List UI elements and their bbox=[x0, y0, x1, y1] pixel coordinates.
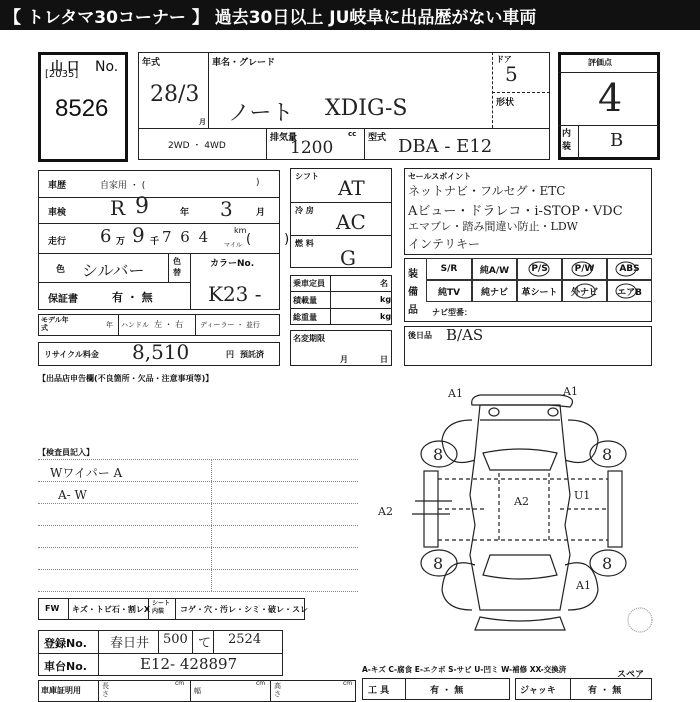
equipment-item: 純A/W bbox=[472, 258, 517, 280]
jack-label: ジャッキ bbox=[520, 686, 556, 696]
jack-value: 有 ・ 無 bbox=[588, 686, 622, 696]
drive-option: 2WD ・ 4WD bbox=[168, 141, 226, 151]
shift-value: AT bbox=[338, 176, 365, 200]
spare-label: スペア bbox=[617, 670, 645, 680]
capacity-unit: 名 bbox=[380, 279, 388, 288]
venue-label: 山 口 bbox=[51, 59, 80, 73]
weight-unit: kg bbox=[380, 312, 392, 321]
ac-value: AC bbox=[336, 210, 366, 234]
inspection-month: 3 bbox=[220, 197, 233, 221]
no-label: No. bbox=[95, 59, 119, 75]
yen-label: 円 bbox=[226, 350, 234, 359]
tire-tread: 8 bbox=[602, 554, 613, 573]
displacement-label: 排気量 bbox=[270, 133, 298, 143]
sales-point-line: エマブレ・踏み間違い防止・LDW bbox=[408, 220, 578, 233]
cm-unit: cm bbox=[343, 680, 353, 687]
history-value: 自家用 ・ ( bbox=[100, 181, 146, 191]
seat-label: シート内装 bbox=[152, 600, 171, 615]
displacement-value: 1200 bbox=[290, 138, 334, 158]
man-unit: 万 bbox=[116, 237, 126, 247]
shift-label: シフト bbox=[295, 172, 319, 181]
cc-label: cc bbox=[348, 130, 357, 138]
warranty-label: 保証書 bbox=[48, 294, 78, 305]
history-close: ) bbox=[256, 178, 260, 188]
month-unit: 月 bbox=[256, 208, 266, 218]
deposited-label: 預託済 bbox=[240, 350, 264, 359]
equipment-item: エアB bbox=[607, 280, 652, 302]
venue-code: [2035] bbox=[45, 69, 79, 80]
door-label: ドア bbox=[496, 55, 512, 64]
cm-unit: cm bbox=[175, 680, 185, 687]
damage-legend: A-キズ C-腐食 E-エクボ S-サビ U-凹ミ W-補修 XX-交換済 bbox=[362, 665, 567, 674]
registration-label: 登録No. bbox=[44, 637, 87, 650]
color-change-label: 色替 bbox=[173, 257, 181, 277]
later-value: B/AS bbox=[446, 326, 484, 344]
model-value: DBA - E12 bbox=[398, 136, 493, 157]
interior-label: 内装 bbox=[562, 129, 572, 152]
name-change-day: 日 bbox=[380, 355, 388, 364]
length-label: 長さ bbox=[102, 682, 109, 698]
equipment-item: 純ナビ bbox=[472, 280, 517, 302]
color-value: シルバー bbox=[82, 261, 145, 280]
mileage-sen: 9 bbox=[132, 223, 145, 247]
car-name: ノート bbox=[228, 101, 294, 126]
mileage-paren: ( ) bbox=[246, 232, 290, 247]
month-label: 月 bbox=[199, 118, 206, 126]
warranty-value: 有 ・ 無 bbox=[112, 291, 153, 304]
km-label: km bbox=[234, 226, 247, 235]
sales-point-line: インテリキー bbox=[408, 237, 481, 251]
fuel-label: 燃 料 bbox=[295, 239, 314, 248]
mileage-label: 走行 bbox=[48, 237, 67, 247]
cm-unit: cm bbox=[256, 680, 266, 687]
fw-label: FW bbox=[45, 604, 60, 613]
color-no-label: カラーNo. bbox=[210, 259, 255, 269]
grade-score: 4 bbox=[598, 76, 623, 120]
damage-mark: A1 bbox=[576, 579, 591, 592]
seat-value: コゲ・穴・汚レ・シミ・破レ・スレ bbox=[180, 605, 308, 614]
fuel-value: G bbox=[340, 246, 356, 270]
ac-label: 冷 房 bbox=[295, 206, 314, 215]
tools-label: 工 具 bbox=[368, 686, 390, 696]
equipment-circles bbox=[404, 258, 652, 322]
equipment-item: ABS bbox=[607, 258, 652, 280]
door-value: 5 bbox=[505, 62, 518, 86]
tire-tread: 8 bbox=[602, 445, 613, 464]
navi-model-label: ナビ型番： bbox=[432, 308, 472, 317]
grade-label: 評価点 bbox=[588, 58, 612, 67]
equipment-item: P/W bbox=[562, 258, 607, 280]
load-label: 積載量 bbox=[293, 296, 317, 305]
sales-point-line: Aビュー・ドラレコ・i-STOP・VDC bbox=[408, 204, 623, 219]
inspector-note: A- W bbox=[58, 488, 87, 502]
registration-number: 2524 bbox=[228, 632, 262, 647]
load-unit: kg bbox=[380, 295, 392, 304]
car-damage-diagram bbox=[360, 375, 690, 635]
lot-box bbox=[38, 52, 128, 162]
damage-mark: A1 bbox=[448, 387, 463, 400]
chassis-value: E12- 428897 bbox=[140, 655, 238, 673]
equipment-item: P/S bbox=[517, 258, 562, 280]
damage-mark: A2 bbox=[514, 495, 529, 508]
capacity-label: 乗車定員 bbox=[293, 279, 325, 288]
mileage-man: 6 bbox=[100, 226, 112, 247]
car-grade: XDIG-S bbox=[325, 96, 408, 121]
registration-area: 春日井 bbox=[110, 636, 150, 651]
equipment-label: 装備品 bbox=[408, 269, 418, 316]
name-label: 車名・グレード bbox=[212, 58, 276, 68]
tire-tread: 8 bbox=[433, 554, 444, 573]
equipment-item: 外ナビ bbox=[562, 280, 607, 302]
width-label: 幅 bbox=[194, 687, 201, 695]
color-label: 色 bbox=[56, 265, 66, 275]
equipment-item: 純TV bbox=[426, 280, 472, 302]
title-bar: 【 トレタマ30コーナー 】 過去30日以上 JU岐阜に出品歴がない車両 bbox=[0, 0, 700, 30]
damage-mark: A2 bbox=[378, 505, 393, 518]
name-change-month: 月 bbox=[340, 355, 348, 364]
garage-label: 車庫証明用 bbox=[41, 686, 81, 695]
interior-grade: B bbox=[610, 130, 624, 151]
model-label: 型式 bbox=[368, 133, 387, 143]
year-unit: 年 bbox=[180, 208, 190, 218]
recycle-label: リサイクル料金 bbox=[44, 350, 99, 359]
inspector-note: Wワイパー A bbox=[50, 466, 123, 480]
equipment-item: 革シート bbox=[517, 280, 562, 302]
handle-label: ハンドル bbox=[121, 321, 149, 329]
handle-value: 左 ・ 右 bbox=[154, 320, 184, 329]
history-label: 車歴 bbox=[48, 181, 67, 191]
damage-mark: U1 bbox=[574, 489, 591, 502]
equipment-item: S/R bbox=[426, 258, 472, 280]
sales-point-line: ネットナビ・フルセグ・ETC bbox=[408, 184, 566, 198]
recycle-value: 8,510 bbox=[132, 340, 190, 364]
inspection-era: R bbox=[110, 196, 126, 220]
name-change-label: 名変期限 bbox=[293, 334, 325, 343]
year-value: 28/3 bbox=[150, 82, 200, 107]
registration-class: 500 bbox=[163, 632, 188, 647]
fw-value: キズ・トビ石・割レX bbox=[72, 605, 151, 614]
declaration-label: 【出品店申告欄(不良箇所・欠品・注意事項等)】 bbox=[38, 374, 214, 383]
tools-value: 有 ・ 無 bbox=[430, 686, 464, 696]
later-label: 後日品 bbox=[408, 331, 432, 340]
inspection-label: 車検 bbox=[48, 208, 67, 218]
later-items-box bbox=[404, 326, 652, 366]
tire-tread: 8 bbox=[433, 445, 444, 464]
weight-label: 総重量 bbox=[293, 313, 317, 322]
sen-unit: 千 bbox=[150, 237, 160, 247]
dealer-value: ディーラー ・ 並行 bbox=[200, 321, 260, 329]
inspector-label: 【検査員記入】 bbox=[38, 448, 94, 457]
mileage-rest: 7 6 4 bbox=[162, 228, 211, 246]
mile-label: マイル bbox=[224, 242, 242, 249]
year-label: 年式 bbox=[142, 58, 161, 68]
chassis-label: 車台No. bbox=[44, 660, 87, 673]
model-year-unit: 年 bbox=[106, 321, 113, 329]
height-label: 高さ bbox=[274, 682, 281, 698]
color-no-value: K23 - bbox=[208, 282, 262, 306]
damage-mark: A1 bbox=[563, 385, 578, 398]
model-year-label: モデル年式 bbox=[41, 316, 69, 332]
shape-label: 形状 bbox=[496, 98, 515, 108]
registration-kana: て bbox=[198, 636, 212, 651]
lot-number: 8526 bbox=[55, 95, 109, 122]
sales-points-label: セールスポイント bbox=[408, 172, 472, 181]
inspection-year: 9 bbox=[135, 194, 149, 219]
